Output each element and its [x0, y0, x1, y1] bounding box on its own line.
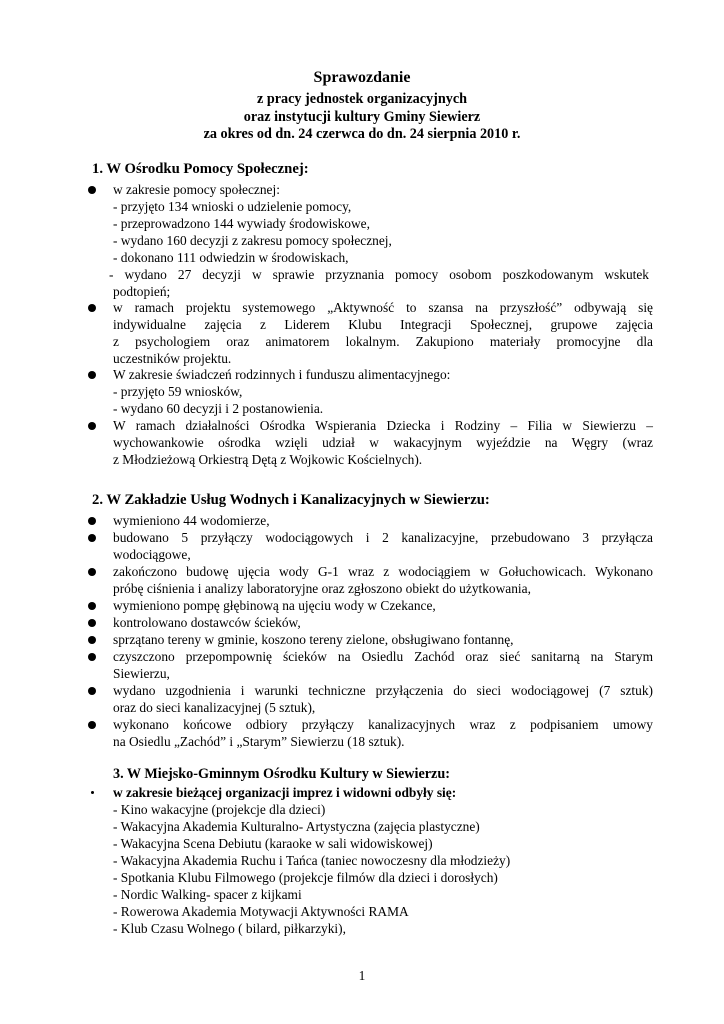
bullet-icon [88, 304, 96, 312]
s2-bullet-4: wymieniono pompę głębinową na ujęciu wody w Czekance, [113, 598, 436, 613]
bullet-icon [88, 186, 96, 194]
s1-bullet-3: W zakresie świadczeń rodzinnych i funduszu alimentacyjnego: [113, 367, 451, 382]
list-item: - wydano 27 decyzji w sprawie przyznania pomocy osobom poszkodowanym wskutek [109, 267, 649, 282]
bullet-icon [88, 602, 96, 610]
s1-bullet-4-line: wychowankowie ośrodka wzięli udział w wakacyjnym wyjeździe na Węgry (wraz [113, 435, 653, 450]
bullet-icon [88, 653, 96, 661]
list-item: - Kino wakacyjne (projekcje dla dzieci) [113, 802, 326, 817]
s2-bullet-3-line: zakończono budowę ujęcia wody G-1 wraz z wodociągiem w Gołuchowicach. Wykonano [113, 564, 653, 579]
list-item: - przyjęto 134 wnioski o udzielenie pomocy, [113, 199, 352, 214]
document-title: Sprawozdanie [313, 69, 411, 86]
s2-bullet-8-line: oraz do sieci kanalizacyjnej (5 sztuk), [113, 700, 316, 715]
list-item: - Wakacyjna Akademia Kulturalno- Artystyczna (zajęcia plastyczne) [113, 819, 480, 834]
list-item: - Rowerowa Akademia Motywacji Aktywności RAMA [113, 904, 409, 919]
s2-bullet-5: kontrolowano dostawców ścieków, [113, 615, 301, 630]
s2-bullet-7-line: Siewierzu, [113, 666, 170, 681]
s1-bullet-2-line: uczestników projektu. [113, 351, 232, 366]
bullet-icon [88, 619, 96, 627]
subtitle-line-2: z pracy jednostek organizacyjnych [256, 91, 468, 107]
s1-bullet-1: w zakresie pomocy społecznej: [113, 182, 280, 197]
s1-bullet-2-line: indywidualne zajęcia z Liderem Klubu Integracji Społecznej, grupowe zajęcia [113, 317, 653, 332]
list-item: - przeprowadzono 144 wywiady środowiskowe, [113, 216, 370, 231]
list-item: - Spotkania Klubu Filmowego (projekcje filmów dla dzieci i dorosłych) [113, 870, 498, 885]
section-1-heading: 1. W Ośrodku Pomocy Społecznej: [92, 161, 309, 177]
list-item: - dokonano 111 odwiedzin w środowiskach, [113, 250, 349, 265]
subtitle-line-4: za okres od dn. 24 czerwca do dn. 24 sierpnia 2010 r. [203, 126, 521, 142]
section-2-heading: 2. W Zakładzie Usług Wodnych i Kanalizacyjnych w Siewierzu: [92, 492, 490, 508]
s2-bullet-2-line: budowano 5 przyłączy wodociągowych i 2 kanalizacyjne, przebudowano 3 przyłącza [113, 530, 653, 545]
s2-bullet-7-line: czyszczono przepompownię ścieków na Osiedlu Zachód oraz sieć sanitarną na Starym [113, 649, 653, 664]
s2-bullet-8-line: wydano uzgodnienia i warunki techniczne przyłączenia do sieci wodociągowej (7 sztuk) [113, 683, 653, 698]
bullet-icon [88, 371, 96, 379]
bullet-icon [88, 517, 96, 525]
s1-bullet-4-line: z Młodzieżową Orkiestrą Dętą z Wojkowic Kościelnych). [113, 452, 423, 467]
bullet-icon [88, 568, 96, 576]
bullet-icon [88, 534, 96, 542]
s2-bullet-9-line: wykonano końcowe odbiory przyłączy kanalizacyjnych wraz z podpisaniem umowy [113, 717, 653, 732]
s1-bullet-2-line: z psychologiem oraz animatorem lokalnym. Zakupiono materiały promocyjne dla [113, 334, 653, 349]
bullet-icon [88, 721, 96, 729]
s2-bullet-9-line: na Osiedlu „Zachód” i „Starym” Siewierzu (18 sztuk). [113, 734, 405, 749]
list-item: - Nordic Walking- spacer z kijkami [113, 887, 302, 902]
section-3-heading: 3. W Miejsko-Gminnym Ośrodku Kultury w Siewierzu: [113, 766, 450, 782]
subtitle-line-3: oraz instytucji kultury Gminy Siewierz [243, 109, 481, 125]
s3-bullet-1: w zakresie bieżącej organizacji imprez i widowni odbyły się: [113, 785, 457, 800]
bullet-icon [88, 687, 96, 695]
list-item: - wydano 60 decyzji i 2 postanowienia. [113, 401, 324, 416]
s2-bullet-3-line: próbę ciśnienia i analizy laboratoryjne oraz zgłoszono obiekt do użytkowania, [113, 581, 531, 596]
s1-bullet-2-line: w ramach projektu systemowego „Aktywność to szansa na przyszłość” odbywają się [113, 300, 653, 315]
bullet-icon [88, 422, 96, 430]
s2-bullet-2-line: wodociągowe, [113, 547, 191, 562]
list-item: - Wakacyjna Akademia Ruchu i Tańca (taniec nowoczesny dla młodzieży) [113, 853, 511, 868]
bullet-icon [91, 791, 94, 794]
list-item: - przyjęto 59 wniosków, [113, 384, 243, 399]
s2-bullet-1: wymieniono 44 wodomierze, [113, 513, 270, 528]
s1-bullet-4-line: W ramach działalności Ośrodka Wspierania Dziecka i Rodziny – Filia w Siewierzu – [113, 418, 653, 433]
list-item-continuation: podtopień; [113, 284, 171, 299]
list-item: - wydano 160 decyzji z zakresu pomocy społecznej, [113, 233, 392, 248]
list-item: - Wakacyjna Scena Debiutu (karaoke w sali widowiskowej) [113, 836, 433, 851]
page-number: 1 [358, 968, 366, 983]
s2-bullet-6: sprzątano tereny w gminie, koszono tereny zielone, obsługiwano fontannę, [113, 632, 514, 647]
list-item: - Klub Czasu Wolnego ( bilard, piłkarzyki), [113, 921, 346, 936]
bullet-icon [88, 636, 96, 644]
